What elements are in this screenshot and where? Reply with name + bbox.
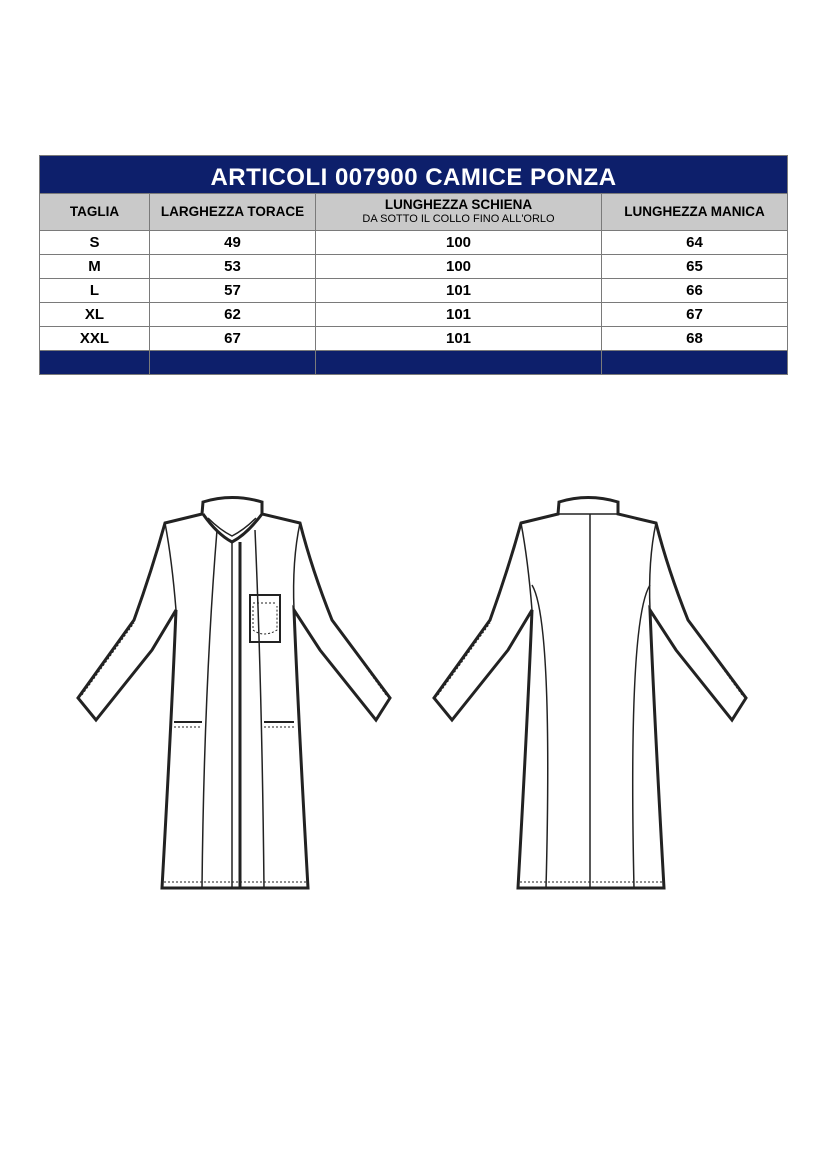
- cell-torace: 53: [150, 255, 316, 279]
- cell-taglia: M: [40, 255, 150, 279]
- cell-manica: 64: [602, 231, 788, 255]
- cell-schiena: 100: [316, 255, 602, 279]
- table-row: [40, 327, 788, 351]
- header-label: LUNGHEZZA MANICA: [624, 204, 765, 219]
- cell-torace: 67: [150, 327, 316, 351]
- table-row: [40, 303, 788, 327]
- footer-cell: [602, 351, 788, 375]
- cell-taglia: XXL: [40, 327, 150, 351]
- cell-manica: 65: [602, 255, 788, 279]
- header-lunghezza-manica: [602, 194, 788, 231]
- cell-taglia: L: [40, 279, 150, 303]
- coat-back-illustration: [428, 490, 750, 900]
- cell-taglia: XL: [40, 303, 150, 327]
- title-row: [40, 156, 788, 194]
- footer-cell: [40, 351, 150, 375]
- coat-front-illustration: [72, 490, 394, 900]
- header-row: [40, 194, 788, 231]
- header-label: LUNGHEZZA SCHIENA: [384, 197, 533, 212]
- cell-manica: 67: [602, 303, 788, 327]
- cell-torace: 49: [150, 231, 316, 255]
- footer-row: [40, 351, 788, 375]
- table-row: [40, 255, 788, 279]
- cell-torace: 57: [150, 279, 316, 303]
- cell-manica: 66: [602, 279, 788, 303]
- header-taglia: [40, 194, 150, 231]
- table-title: ARTICOLI 007900 CAMICE PONZA: [40, 156, 788, 194]
- cell-torace: 62: [150, 303, 316, 327]
- footer-cell: [150, 351, 316, 375]
- cell-schiena: 101: [316, 303, 602, 327]
- footer-cell: [316, 351, 602, 375]
- header-label: LARGHEZZA TORACE: [160, 204, 305, 219]
- table-row: [40, 231, 788, 255]
- table-row: [40, 279, 788, 303]
- cell-schiena: 100: [316, 231, 602, 255]
- cell-taglia: S: [40, 231, 150, 255]
- cell-schiena: 101: [316, 327, 602, 351]
- header-label: TAGLIA: [69, 204, 120, 219]
- size-table: [39, 155, 788, 375]
- cell-manica: 68: [602, 327, 788, 351]
- header-sublabel: DA SOTTO IL COLLO FINO ALL'ORLO: [362, 213, 555, 225]
- header-lunghezza-schiena: [316, 194, 602, 231]
- header-larghezza-torace: [150, 194, 316, 231]
- cell-schiena: 101: [316, 279, 602, 303]
